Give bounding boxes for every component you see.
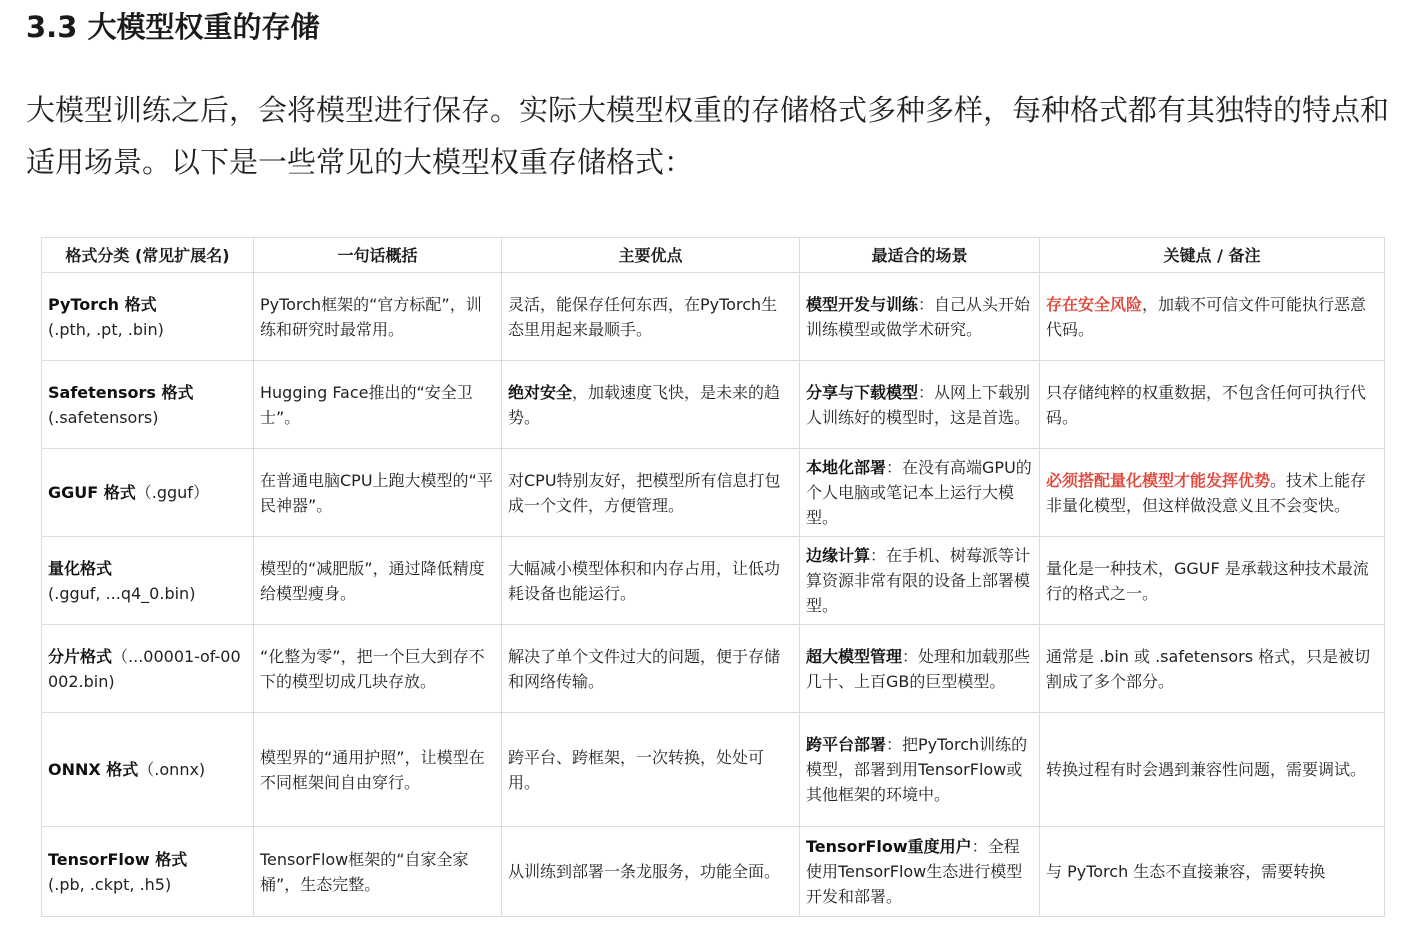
format-cell — [42, 361, 254, 449]
scene-cell — [800, 273, 1040, 361]
scene-text: ：把PyTorch训练的模型，部署到用TensorFlow或其他框架的环境中。 — [806, 735, 1028, 804]
advantage-cell — [502, 537, 800, 625]
table-row — [42, 449, 1385, 537]
note-text: 。技术上能存非量化模型，但这样做没意义且不会变快。 — [1046, 470, 1367, 515]
note-risk: 存在安全风险 — [1046, 294, 1143, 314]
summary-cell: PyTorch框架的“官方标配”，训练和研究时最常用。 — [254, 273, 502, 361]
scene-strong: 超大模型管理 — [806, 646, 903, 666]
summary-cell: Hugging Face推出的“安全卫士”。 — [254, 361, 502, 449]
scene-text: ：处理和加载那些几十、上百GB的巨型模型。 — [806, 646, 1031, 691]
scene-text: ：自己从头开始训练模型或做学术研究。 — [806, 294, 1031, 339]
advantage-strong: 绝对安全 — [508, 382, 573, 402]
intro-paragraph: 大模型训练之后，会将模型进行保存。实际大模型权重的存储格式多种多样，每种格式都有其独特的特点和适用场景。以下是一些常见的大模型权重存储格式： — [26, 93, 1390, 179]
scene-text: ：从网上下载别人训练好的模型时，这是首选。 — [806, 382, 1031, 427]
header-note: 关键点 / 备注 — [1040, 238, 1385, 273]
note-text: 与 PyTorch 生态不直接兼容，需要转换 — [1046, 862, 1326, 881]
note-cell — [1040, 827, 1385, 917]
format-cell — [42, 449, 254, 537]
scene-cell — [800, 827, 1040, 917]
scene-text: ：全程使用TensorFlow生态进行模型开发和部署。 — [806, 837, 1023, 906]
scene-text: ：在没有高端GPU的个人电脑或笔记本上运行大模型。 — [806, 458, 1032, 527]
scene-cell — [800, 625, 1040, 713]
advantage-cell — [502, 713, 800, 827]
advantage-text: 灵活，能保存任何东西，在PyTorch生态里用起来最顺手。 — [508, 294, 778, 339]
scene-strong: TensorFlow重度用户 — [806, 837, 972, 856]
table-row — [42, 361, 1385, 449]
advantage-cell — [502, 449, 800, 537]
advantage-text: ，加载速度飞快，是未来的趋势。 — [508, 382, 781, 427]
summary-cell: TensorFlow框架的“自家全家桶”，生态完整。 — [254, 827, 502, 917]
advantage-cell — [502, 361, 800, 449]
scene-text: ：在手机、树莓派等计算资源非常有限的设备上部署模型。 — [806, 546, 1031, 615]
note-cell — [1040, 449, 1385, 537]
advantage-text: 大幅减小模型体积和内存占用，让低功耗设备也能运行。 — [508, 558, 781, 603]
format-ext: (.safetensors) — [48, 407, 159, 427]
format-ext: （.onnx) — [138, 760, 206, 779]
format-ext: （.gguf） — [135, 483, 209, 502]
format-cell — [42, 537, 254, 625]
format-ext: (.pb, .ckpt, .h5) — [48, 874, 172, 894]
summary-cell: 模型的“减肥版”，通过降低精度给模型瘦身。 — [254, 537, 502, 625]
format-ext: (.gguf, ...q4_0.bin) — [48, 583, 196, 603]
format-name: Safetensors 格式 — [48, 382, 194, 402]
scene-strong: 模型开发与训练 — [806, 294, 919, 314]
format-cell — [42, 827, 254, 917]
section-title: 3.3 大模型权重的存储 — [26, 10, 320, 44]
note-cell — [1040, 625, 1385, 713]
format-cell — [42, 713, 254, 827]
note-text: 只存储纯粹的权重数据，不包含任何可执行代码。 — [1046, 382, 1367, 427]
format-cell — [42, 273, 254, 361]
table-header-row — [42, 238, 1385, 273]
format-name: TensorFlow 格式 — [48, 849, 188, 869]
summary-cell: 模型界的“通用护照”，让模型在不同框架间自由穿行。 — [254, 713, 502, 827]
note-cell — [1040, 537, 1385, 625]
header-format: 格式分类 (常见扩展名) — [42, 238, 254, 273]
table-row — [42, 713, 1385, 827]
scene-cell — [800, 537, 1040, 625]
table-row — [42, 537, 1385, 625]
scene-strong: 跨平台部署 — [806, 735, 887, 754]
header-scene: 最适合的场景 — [800, 238, 1040, 273]
format-name: GGUF 格式 — [48, 483, 136, 502]
scene-cell — [800, 449, 1040, 537]
format-table — [41, 237, 1385, 917]
advantage-text: 解决了单个文件过大的问题，便于存储和网络传输。 — [508, 646, 781, 691]
note-text: 转换过程有时会遇到兼容性问题，需要调试。 — [1046, 760, 1367, 779]
advantage-cell — [502, 273, 800, 361]
note-cell — [1040, 273, 1385, 361]
format-table-container — [41, 237, 1384, 917]
table-row — [42, 625, 1385, 713]
advantage-text: 从训练到部署一条龙服务，功能全面。 — [508, 862, 781, 881]
format-name: 分片格式 — [48, 646, 113, 666]
format-ext: （...00001-of-00002.bin) — [48, 646, 241, 691]
scene-cell — [800, 713, 1040, 827]
table-row — [42, 827, 1385, 917]
advantage-text: 对CPU特别友好，把模型所有信息打包成一个文件，方便管理。 — [508, 470, 781, 515]
scene-cell — [800, 361, 1040, 449]
advantage-cell — [502, 827, 800, 917]
note-risk: 必须搭配量化模型才能发挥优势 — [1046, 470, 1271, 490]
scene-strong: 边缘计算 — [806, 546, 871, 565]
scene-strong: 分享与下载模型 — [806, 382, 919, 402]
advantage-cell — [502, 625, 800, 713]
header-summary: 一句话概括 — [254, 238, 502, 273]
note-text: ，加载不可信文件可能执行恶意代码。 — [1046, 294, 1367, 339]
format-name: 量化格式 — [48, 558, 113, 578]
note-cell — [1040, 713, 1385, 827]
advantage-text: 跨平台、跨框架，一次转换，处处可用。 — [508, 747, 765, 792]
header-advantage: 主要优点 — [502, 238, 800, 273]
note-text: 量化是一种技术，GGUF 是承载这种技术最流行的格式之一。 — [1046, 558, 1369, 603]
scene-strong: 本地化部署 — [806, 458, 887, 477]
note-text: 通常是 .bin 或 .safetensors 格式，只是被切割成了多个部分。 — [1046, 646, 1371, 691]
table-row — [42, 273, 1385, 361]
format-ext: (.pth, .pt, .bin) — [48, 319, 164, 339]
format-name: PyTorch 格式 — [48, 294, 157, 314]
format-cell — [42, 625, 254, 713]
note-cell — [1040, 361, 1385, 449]
summary-cell: 在普通电脑CPU上跑大模型的“平民神器”。 — [254, 449, 502, 537]
format-name: ONNX 格式 — [48, 760, 139, 779]
summary-cell: “化整为零”，把一个巨大到存不下的模型切成几块存放。 — [254, 625, 502, 713]
